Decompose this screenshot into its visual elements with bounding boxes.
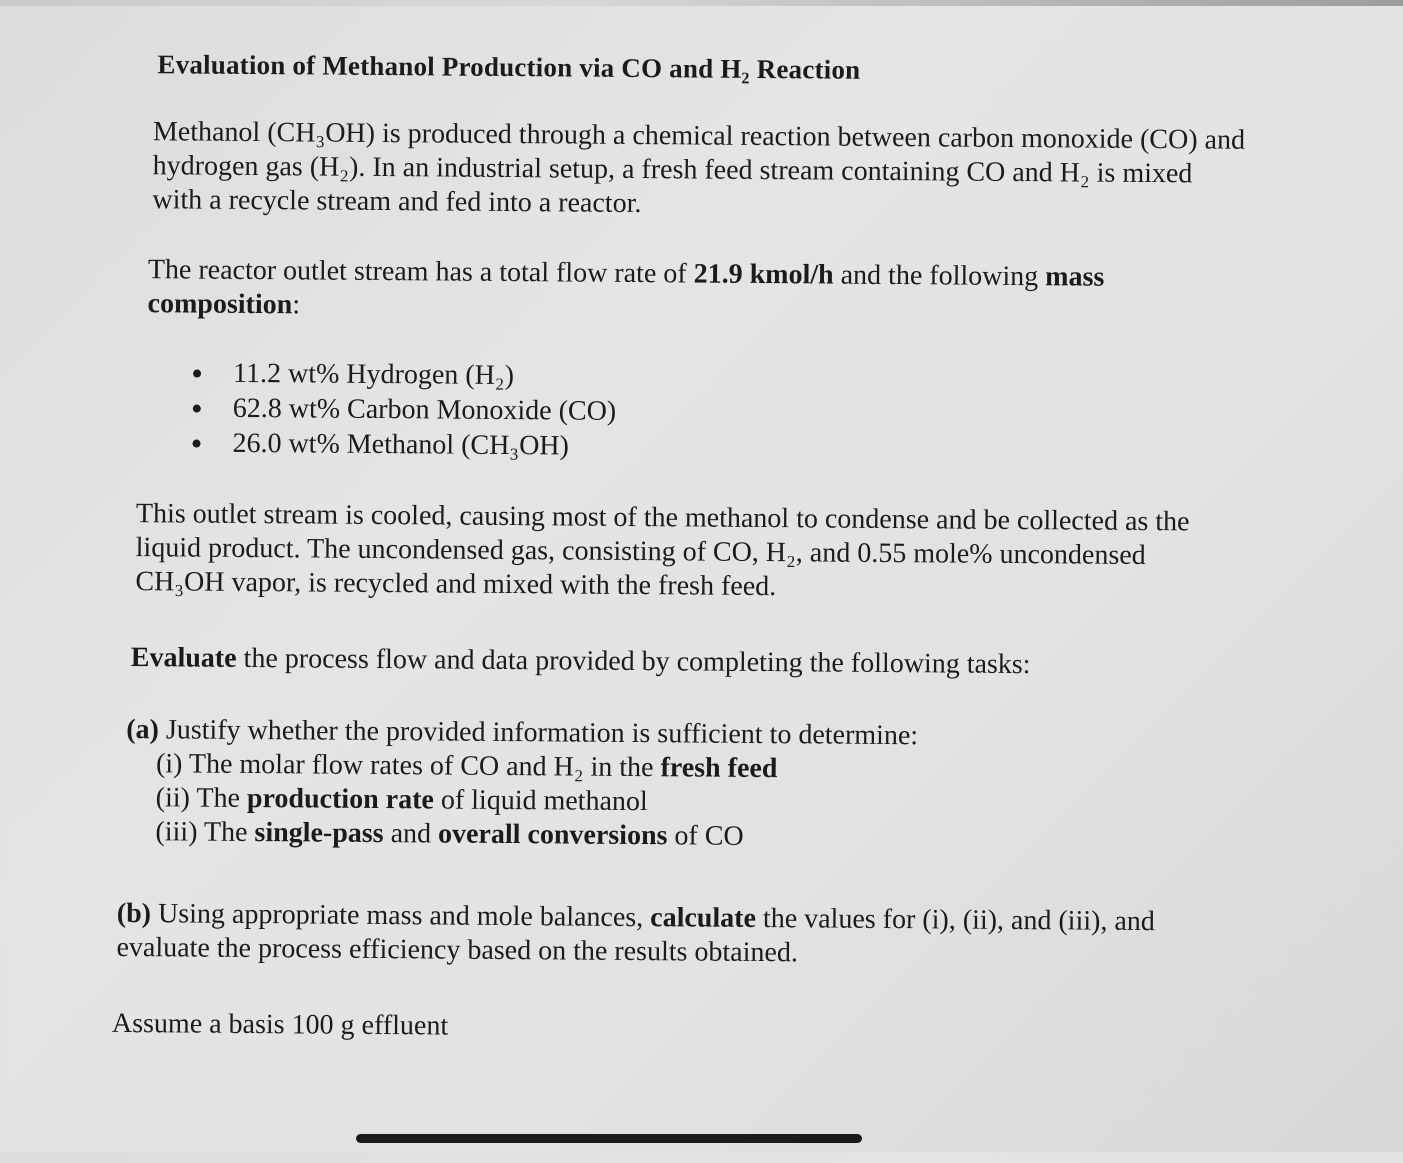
part-b-section xyxy=(116,897,1155,973)
part-b-text-1: Using appropriate mass and mole balances, xyxy=(150,898,651,934)
composition-methanol: 26.0 wt% Methanol (CH₃OH) xyxy=(232,427,570,462)
list-item xyxy=(186,425,616,463)
evaluate-line xyxy=(131,641,1031,682)
item-iii-text: (iii) The xyxy=(155,816,255,849)
outlet-text-b: and the following xyxy=(833,259,1046,293)
part-b-line-2: evaluate the process efficiency based on the results obtained. xyxy=(116,931,799,969)
cooling-line-3: CH₃OH vapor, is recycled and mixed with the fresh feed. xyxy=(135,566,777,603)
part-a-section xyxy=(125,713,918,855)
evaluate-word: Evaluate xyxy=(130,642,237,674)
item-iii-mid: and xyxy=(383,818,439,850)
calculate-word: calculate xyxy=(650,902,757,934)
part-a-item-iii xyxy=(125,815,917,855)
mass-word: mass xyxy=(1045,261,1105,293)
item-iii-bold-1: single-pass xyxy=(254,817,384,850)
document-title: Evaluation of Methanol Production via CO and H₂ Reaction xyxy=(157,49,861,85)
outlet-paragraph xyxy=(147,253,1104,329)
outlet-colon: : xyxy=(292,289,301,321)
composition-word: composition xyxy=(147,288,293,321)
outlet-text-a: The reactor outlet stream has a total flow rate of xyxy=(147,254,694,290)
intro-line-3: with a recycle stream and fed into a reactor. xyxy=(152,184,642,220)
part-b-label: (b) xyxy=(116,897,152,930)
composition-list xyxy=(186,355,616,463)
cooling-line-2: liquid product. The uncondensed gas, consisting of CO, H₂, and 0.55 mole% uncondensed xyxy=(135,532,1146,572)
evaluate-rest: the process flow and data provided by completing the following tasks: xyxy=(236,642,1031,681)
part-a-text: Justify whether the provided information is sufficient to determine: xyxy=(158,714,919,752)
intro-line-1: Methanol (CH₃OH) is produced through a chemical reaction between carbon monoxide (CO) and xyxy=(152,116,1246,156)
bullet-icon xyxy=(192,440,200,448)
item-i-text: (i) The molar flow rates of CO and H₂ in the xyxy=(155,748,661,784)
home-indicator-bar[interactable] xyxy=(356,1134,862,1143)
cooling-paragraph xyxy=(135,497,1189,607)
basis-note: Assume a basis 100 g effluent xyxy=(111,1007,449,1042)
composition-hydrogen: 11.2 wt% Hydrogen (H₂) xyxy=(232,357,515,392)
part-b-text-2: the values for (i), (ii), and (iii), and xyxy=(755,902,1155,938)
item-ii-rest: of liquid methanol xyxy=(433,784,648,818)
intro-line-2: hydrogen gas (H₂). In an industrial setup, a fresh feed stream containing CO and H₂ is mixed xyxy=(152,150,1193,190)
flow-rate-value: 21.9 kmol/h xyxy=(693,258,834,291)
item-iii-bold-2: overall conversions xyxy=(437,818,668,852)
bullet-icon xyxy=(193,405,201,413)
item-i-bold: fresh feed xyxy=(660,752,778,785)
item-ii-bold: production rate xyxy=(246,782,435,816)
list-item xyxy=(187,355,617,393)
cooling-line-1: This outlet stream is cooled, causing most of the methanol to condense and be collected as the xyxy=(135,498,1190,538)
list-item xyxy=(187,390,617,428)
bullet-icon xyxy=(193,370,201,378)
part-a-label: (a) xyxy=(126,714,160,746)
evaluate-paragraph xyxy=(131,641,1031,682)
item-iii-rest: of CO xyxy=(667,820,744,852)
intro-paragraph xyxy=(152,115,1245,226)
item-ii-text: (ii) The xyxy=(155,782,248,814)
composition-co: 62.8 wt% Carbon Monoxide (CO) xyxy=(232,392,617,427)
